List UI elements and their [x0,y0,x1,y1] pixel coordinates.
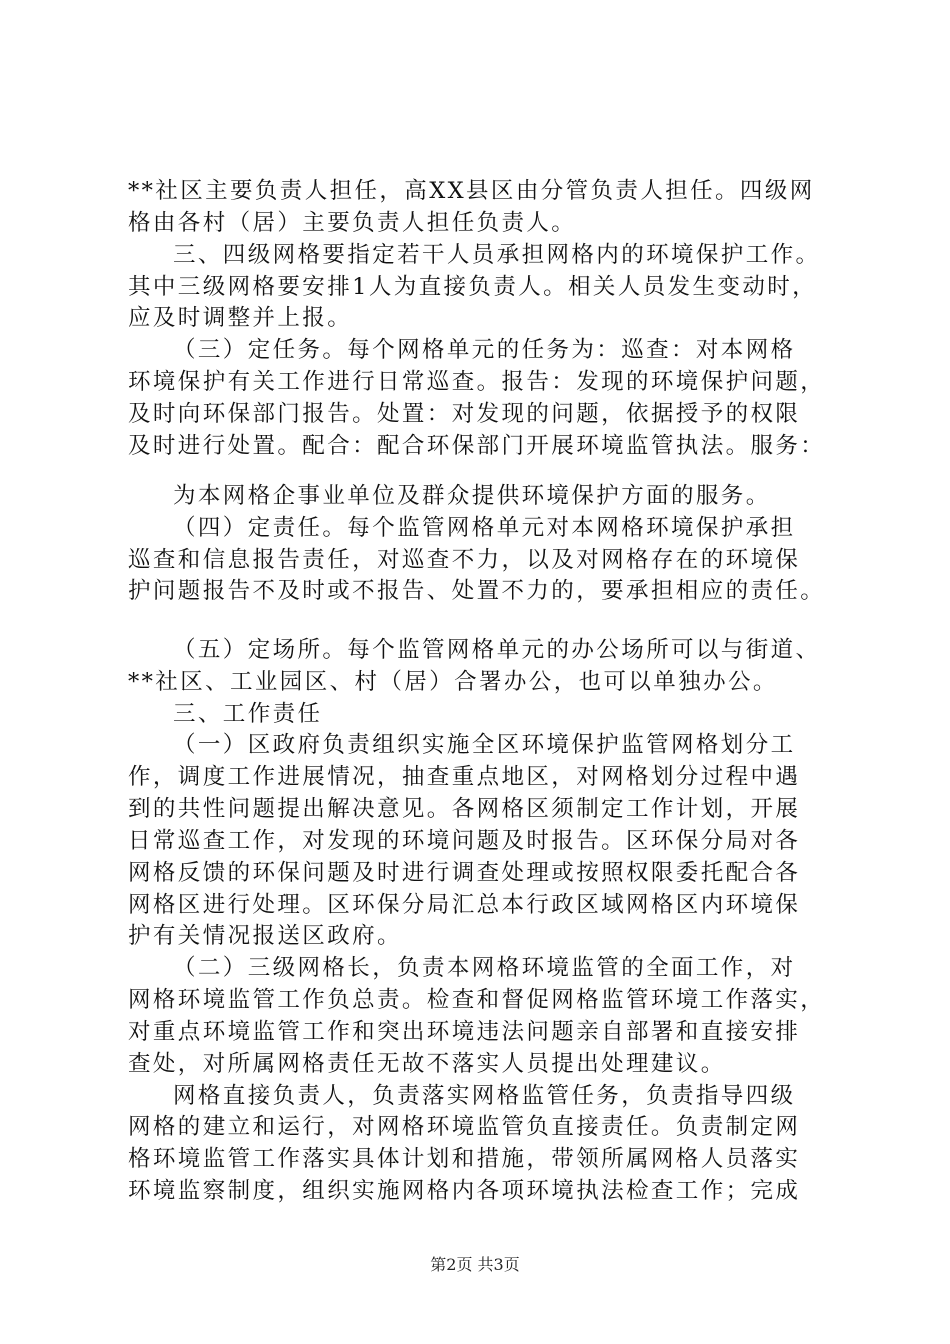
text-line: 护有关情况报送区政府。 [128,923,402,949]
text-line: 巡查和信息报告责任，对巡查不力，以及对网格存在的环境保 [128,547,801,573]
text-line: 查处，对所属网格责任无故不落实人员提出处理建议。 [128,1051,726,1077]
text-line: （四）定责任。每个监管网格单元对本网格环境保护承担 [173,515,796,541]
text-line: （二）三级网格长，负责本网格环境监管的全面工作，对 [173,955,796,981]
text-line: 网格的建立和运行，对网格环境监管负直接责任。负责制定网 [128,1114,801,1140]
text-line: 为本网格企事业单位及群众提供环境保护方面的服务。 [173,483,771,509]
text-line: 护问题报告不及时或不报告、处置不力的，要承担相应的责任。 [128,578,826,604]
page-footer: 第2页 共3页 [430,1255,520,1274]
text-line: （五）定场所。每个监管网格单元的办公场所可以与街道、 [173,637,821,663]
text-line: 对重点环境监管工作和突出环境违法问题亲自部署和直接安排 [128,1019,801,1045]
text-line: 其中三级网格要安排1人为直接负责人。相关人员发生变动时， [128,274,818,300]
text-line: **社区主要负责人担任，高XX县区由分管负责人担任。四级网 [128,178,815,204]
text-line: 网格直接负责人，负责落实网格监管任务，负责指导四级 [173,1083,796,1109]
text-line: 格环境监管工作落实具体计划和措施，带领所属网格人员落实 [128,1146,801,1172]
text-line: 到的共性问题提出解决意见。各网格区须制定工作计划，开展 [128,796,801,822]
text-line: 格由各村（居）主要负责人担任负责人。 [128,210,577,236]
text-line: 网格区进行处理。区环保分局汇总本行政区域网格区内环境保 [128,892,801,918]
text-line: 三、四级网格要指定若干人员承担网格内的环境保护工作。 [173,242,821,268]
text-line: 日常巡查工作，对发现的环境问题及时报告。区环保分局对各 [128,828,801,854]
text-line: 网格反馈的环保问题及时进行调查处理或按照权限委托配合各 [128,860,801,886]
text-line: （一）区政府负责组织实施全区环境保护监管网格划分工 [173,732,796,758]
text-line: **社区、工业园区、村（居）合署办公，也可以单独办公。 [128,669,778,695]
text-line: （三）定任务。每个网格单元的任务为：巡查：对本网格 [173,337,796,363]
text-line: 应及时调整并上报。 [128,305,353,331]
text-line: 作，调度工作进展情况，抽查重点地区，对网格划分过程中遇 [128,764,801,790]
text-line: 及时向环保部门报告。处置：对发现的问题，依据授予的权限 [128,401,801,427]
text-line: 网格环境监管工作负总责。检查和督促网格监管环境工作落实， [128,987,826,1013]
text-line: 环境保护有关工作进行日常巡查。报告：发现的环境保护问题， [128,369,826,395]
text-line: 及时进行处置。配合：配合环保部门开展环境监管执法。服务： [128,433,826,459]
section-heading: 三、工作责任 [173,701,323,727]
text-line: 环境监察制度，组织实施网格内各项环境执法检查工作；完成 [128,1178,801,1204]
